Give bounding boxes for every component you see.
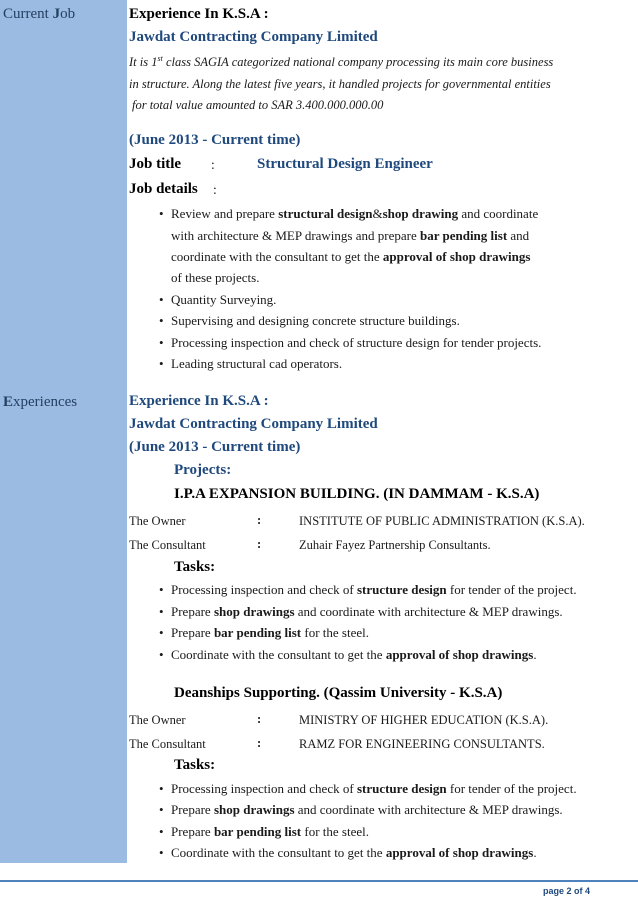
owner-value: INSTITUTE OF PUBLIC ADMINISTRATION (K.S.A). [299, 514, 585, 528]
detail-item: • Review and prepare structural design&shop drawing and coordinate [159, 206, 539, 221]
task-item: • Prepare shop drawings and coordinate with architecture & MEP drawings. [159, 604, 563, 619]
project-name: Deanships Supporting. (Qassim University - K.S.A) [174, 685, 503, 701]
job-details-colon: : [213, 182, 217, 197]
detail-item: with architecture & MEP drawings and prepare bar pending list and [171, 228, 530, 243]
company-description-line3: for total value amounted to SAR 3.400.000.000.00 [132, 98, 384, 112]
consultant-value: Zuhair Fayez Partnership Consultants. [299, 538, 491, 552]
current-job-label: Current Job [3, 6, 76, 22]
page-number: page 2 of 4 [542, 886, 590, 896]
consultant-colon: : [257, 736, 262, 750]
task-item: • Processing inspection and check of structure design for tender of the project. [159, 781, 577, 796]
detail-item: of these projects. [171, 270, 260, 285]
job-title-label: Job title [129, 156, 182, 172]
consultant-label: The Consultant [129, 737, 206, 751]
company-description-line1: It is 1st class SAGIA categorized national company processing its main core business [129, 54, 554, 70]
project-name: I.P.A EXPANSION BUILDING. (IN DAMMAM - K.S.A) [174, 486, 540, 502]
job-title-colon: : [211, 157, 215, 172]
detail-item: • Leading structural cad operators. [159, 356, 343, 371]
owner-value: MINISTRY OF HIGHER EDUCATION (K.S.A). [299, 713, 549, 727]
tasks-heading: Tasks: [174, 757, 216, 773]
job-title-value: Structural Design Engineer [257, 156, 433, 172]
consultant-colon: : [257, 537, 262, 551]
job-details-label: Job details [129, 181, 198, 197]
sidebar-band [0, 0, 127, 863]
consultant-label: The Consultant [129, 538, 206, 552]
current-job-period: (June 2013 - Current time) [129, 132, 301, 148]
task-item: • Coordinate with the consultant to get the approval of shop drawings. [159, 845, 537, 860]
task-item: • Prepare shop drawings and coordinate with architecture & MEP drawings. [159, 802, 563, 817]
owner-label: The Owner [129, 713, 186, 727]
experience-company: Jawdat Contracting Company Limited [129, 416, 378, 432]
tasks-heading: Tasks: [174, 559, 216, 575]
current-job-title: Experience In K.S.A : [129, 6, 269, 22]
owner-colon: : [257, 513, 262, 527]
owner-colon: : [257, 712, 262, 726]
experiences-label: Experiences [3, 394, 78, 410]
task-item: • Coordinate with the consultant to get the approval of shop drawings. [159, 647, 537, 662]
projects-heading: Projects: [174, 462, 232, 478]
footer-rule [0, 880, 638, 882]
current-job-company: Jawdat Contracting Company Limited [129, 29, 378, 45]
task-item: • Prepare bar pending list for the steel. [159, 824, 370, 839]
owner-label: The Owner [129, 514, 186, 528]
detail-item: • Supervising and designing concrete structure buildings. [159, 313, 460, 328]
company-description-line2: in structure. Along the latest five years, it handled projects for governmental entities [129, 77, 551, 91]
experience-period: (June 2013 - Current time) [129, 439, 301, 455]
detail-item: • Quantity Surveying. [159, 292, 277, 307]
task-item: • Processing inspection and check of structure design for tender of the project. [159, 582, 577, 597]
detail-item: coordinate with the consultant to get the approval of shop drawings [171, 249, 531, 264]
consultant-value: RAMZ FOR ENGINEERING CONSULTANTS. [299, 737, 545, 751]
task-item: • Prepare bar pending list for the steel. [159, 625, 370, 640]
detail-item: • Processing inspection and check of structure design for tender projects. [159, 335, 542, 350]
experience-title: Experience In K.S.A : [129, 393, 269, 409]
